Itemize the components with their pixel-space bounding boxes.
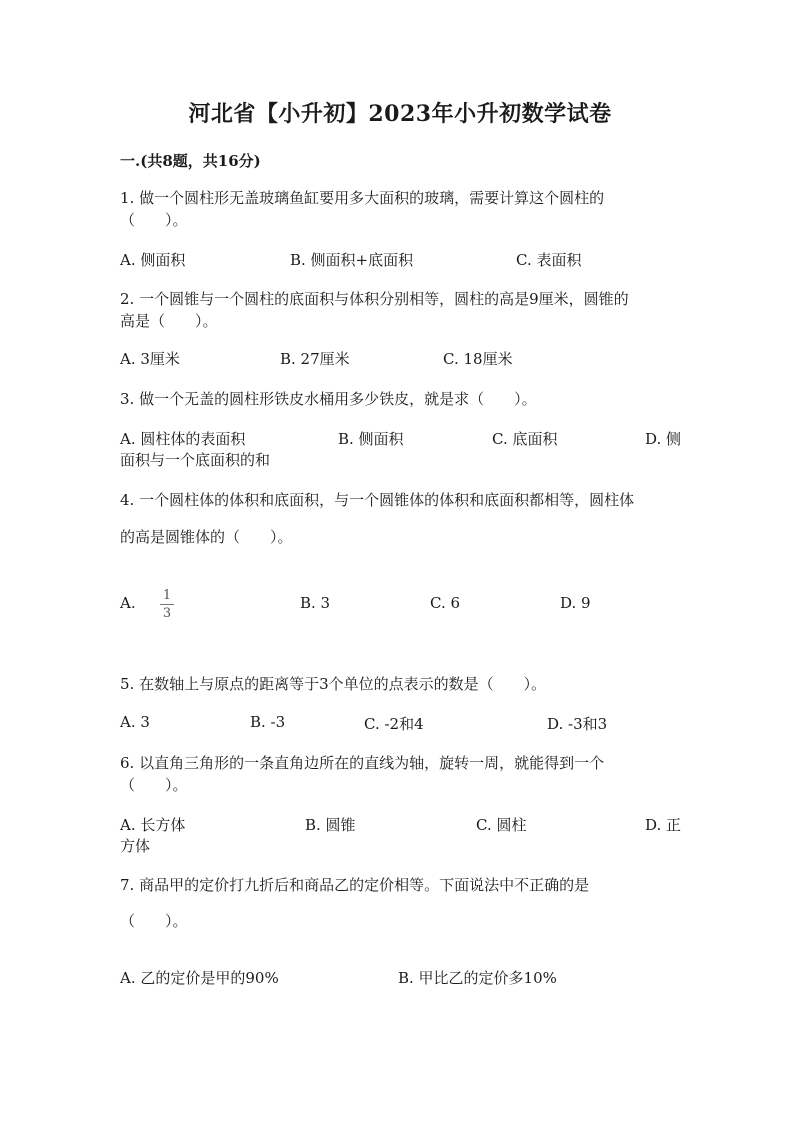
question-3-text: 3. 做一个无盖的圆柱形铁皮水桶用多少铁皮，就是求（ ）。 xyxy=(120,390,537,408)
question-2-option-a[interactable]: A. 3厘米 xyxy=(120,350,180,368)
question-3-option-a[interactable]: A. 圆柱体的表面积 xyxy=(120,430,246,448)
question-3-option-d-wrap: 面积与一个底面积的和 xyxy=(120,451,271,469)
fraction-numerator: 1 xyxy=(162,588,172,603)
question-6-option-c[interactable]: C. 圆柱 xyxy=(476,816,527,834)
question-6-text: 6. 以直角三角形的一条直角边所在的直线为轴，旋转一周，就能得到一个 xyxy=(120,754,605,772)
fraction-denominator: 3 xyxy=(162,606,172,621)
question-5-option-c[interactable]: C. -2和4 xyxy=(364,715,424,733)
question-4-option-d[interactable]: D. 9 xyxy=(560,594,591,612)
question-1-option-b[interactable]: B. 侧面积+底面积 xyxy=(290,251,414,269)
question-7-option-a[interactable]: A. 乙的定价是甲的90% xyxy=(120,969,279,987)
question-2-option-b[interactable]: B. 27厘米 xyxy=(280,350,350,368)
question-3-option-b[interactable]: B. 侧面积 xyxy=(338,430,404,448)
question-1-option-c[interactable]: C. 表面积 xyxy=(516,251,582,269)
question-5-text: 5. 在数轴上与原点的距离等于3个单位的点表示的数是（ ）。 xyxy=(120,675,547,693)
question-5-option-b[interactable]: B. -3 xyxy=(250,713,286,731)
question-2-option-c[interactable]: C. 18厘米 xyxy=(443,350,513,368)
question-7-text: 7. 商品甲的定价打九折后和商品乙的定价相等。下面说法中不正确的是 xyxy=(120,876,590,894)
question-4-option-c[interactable]: C. 6 xyxy=(430,594,461,612)
question-1-option-a[interactable]: A. 侧面积 xyxy=(120,251,186,269)
question-3-option-d[interactable]: D. 侧 xyxy=(645,430,682,448)
section-heading: 一.(共8题，共16分) xyxy=(120,152,261,170)
question-4-blank: 的高是圆锥体的（ ）。 xyxy=(120,528,293,546)
question-4-text: 4. 一个圆柱体的体积和底面积，与一个圆锥体的体积和底面积都相等，圆柱体 xyxy=(120,491,635,509)
page-title: 河北省【小升初】2023年小升初数学试卷 xyxy=(188,101,612,127)
question-7-option-b[interactable]: B. 甲比乙的定价多10% xyxy=(398,969,557,987)
question-3-option-c[interactable]: C. 底面积 xyxy=(492,430,558,448)
question-6-blank: （ ）。 xyxy=(120,776,188,794)
question-2-text: 2. 一个圆锥与一个圆柱的底面积与体积分别相等，圆柱的高是9厘米，圆锥的 xyxy=(120,290,629,308)
one-third-fraction xyxy=(160,588,174,621)
question-7-blank: （ ）。 xyxy=(120,912,188,930)
question-4-option-a[interactable]: A. xyxy=(120,594,136,612)
question-6-option-d-wrap: 方体 xyxy=(120,837,151,855)
question-6-option-d[interactable]: D. 正 xyxy=(645,816,682,834)
question-5-option-d[interactable]: D. -3和3 xyxy=(547,715,608,733)
question-1-text: 1. 做一个圆柱形无盖玻璃鱼缸要用多大面积的玻璃，需要计算这个圆柱的 xyxy=(120,189,605,207)
fraction-bar xyxy=(160,604,174,605)
question-1-blank: （ ）。 xyxy=(120,211,188,229)
question-4-option-b[interactable]: B. 3 xyxy=(300,594,331,612)
question-6-option-a[interactable]: A. 长方体 xyxy=(120,816,186,834)
question-6-option-b[interactable]: B. 圆锥 xyxy=(305,816,356,834)
question-2-blank: 高是（ ）。 xyxy=(120,312,218,330)
question-5-option-a[interactable]: A. 3 xyxy=(120,713,150,731)
